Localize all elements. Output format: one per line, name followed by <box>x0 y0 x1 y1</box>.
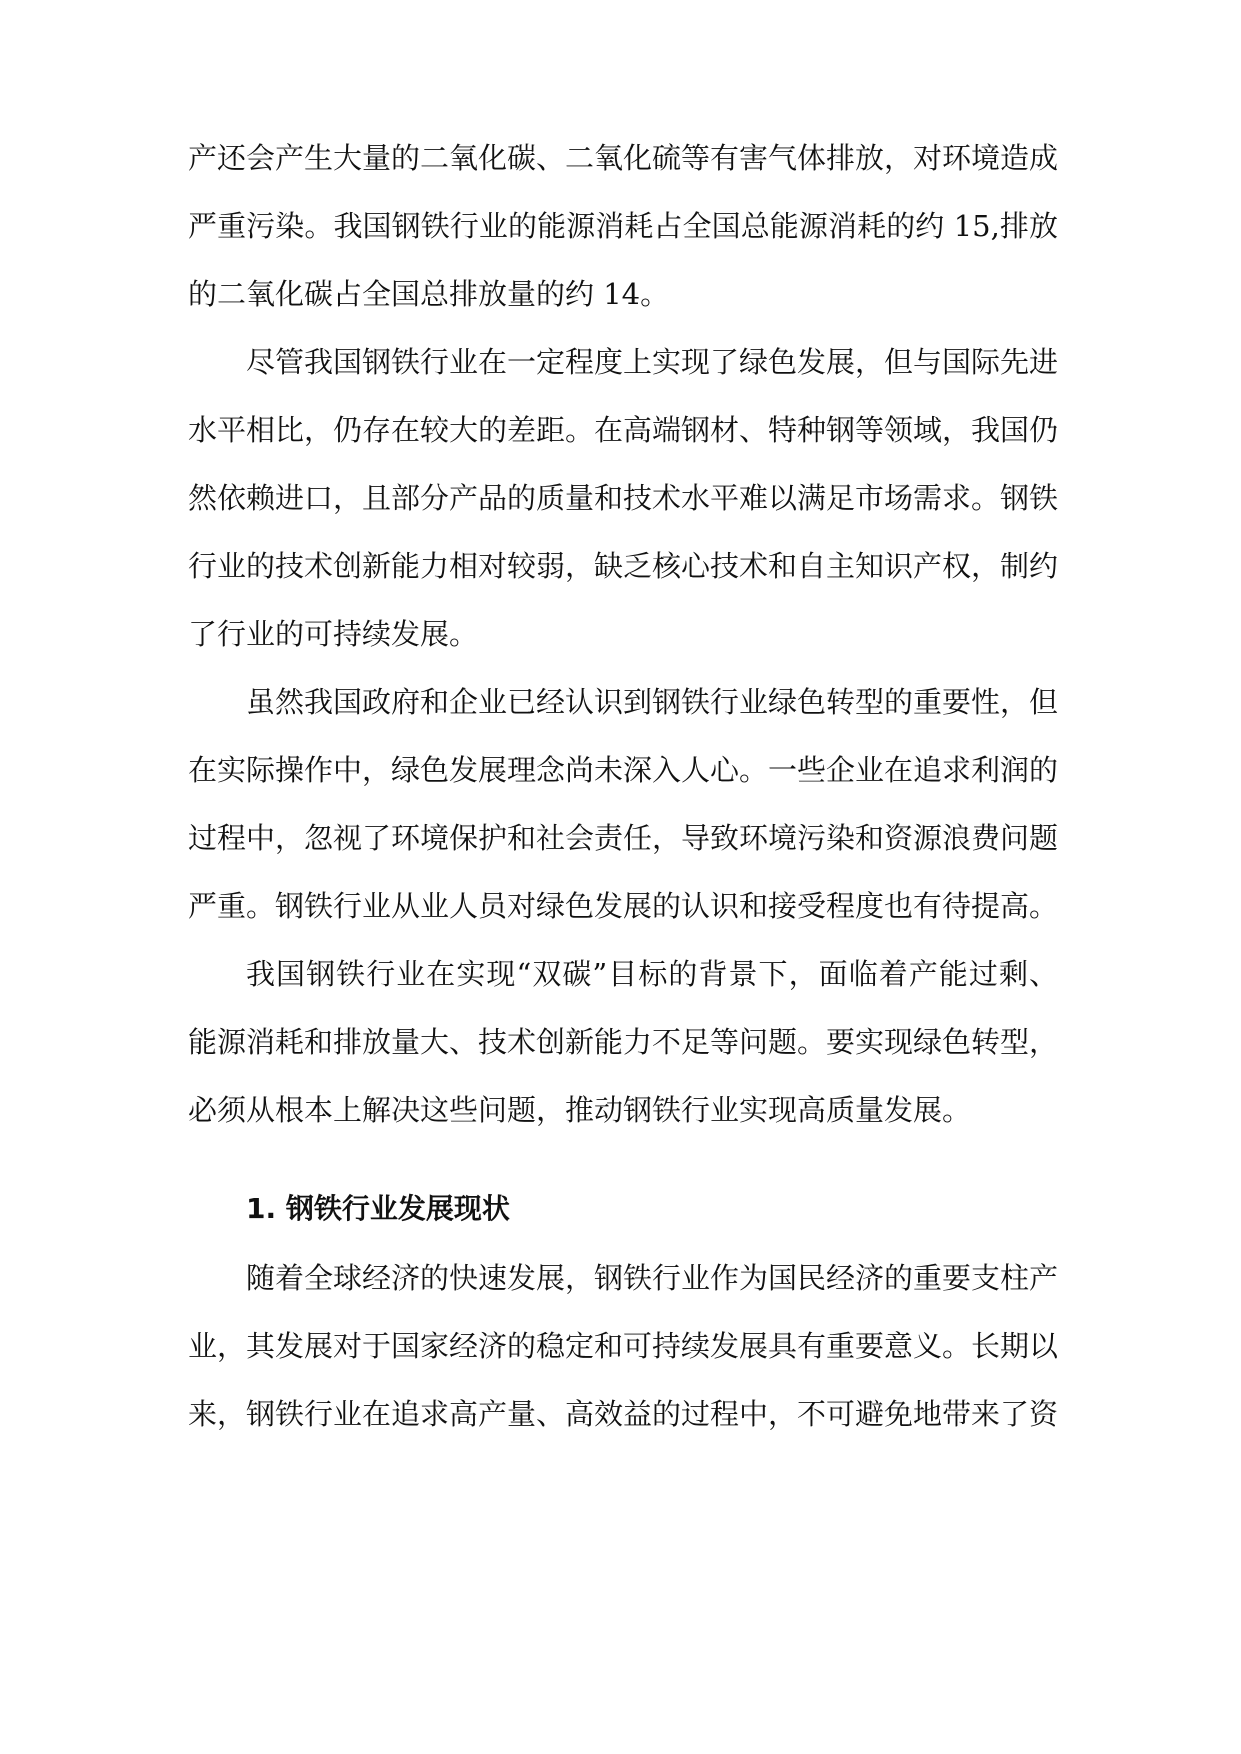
text-line: 水平相比，仍存在较大的差距。在高端钢材、特种钢等领域，我国仍 <box>188 413 1059 447</box>
text-line: 严重。钢铁行业从业人员对绿色发展的认识和接受程度也有待提高。 <box>188 889 1059 923</box>
text-line: 过程中，忽视了环境保护和社会责任，导致环境污染和资源浪费问题 <box>188 821 1059 855</box>
text-line: 然依赖进口，且部分产品的质量和技术水平难以满足市场需求。钢铁 <box>188 481 1059 515</box>
section-heading: 1. 钢铁行业发展现状 <box>246 1192 510 1225</box>
text-line: 了行业的可持续发展。 <box>188 617 479 651</box>
text-line: 我国钢铁行业在实现“双碳”目标的背景下，面临着产能过剩、 <box>246 957 1058 991</box>
text-line: 的二氧化碳占全国总排放量的约 14。 <box>188 277 670 311</box>
text-line: 业，其发展对于国家经济的稳定和可持续发展具有重要意义。长期以 <box>188 1329 1059 1363</box>
text-line: 产还会产生大量的二氧化碳、二氧化硫等有害气体排放，对环境造成 <box>188 141 1059 175</box>
text-line: 来，钢铁行业在追求高产量、高效益的过程中，不可避免地带来了资 <box>188 1397 1059 1431</box>
text-line: 能源消耗和排放量大、技术创新能力不足等问题。要实现绿色转型， <box>188 1025 1059 1059</box>
text-line: 严重污染。我国钢铁行业的能源消耗占全国总能源消耗的约 15,排放 <box>188 209 1058 243</box>
text-line: 随着全球经济的快速发展，钢铁行业作为国民经济的重要支柱产 <box>246 1261 1059 1295</box>
text-line: 行业的技术创新能力相对较弱，缺乏核心技术和自主知识产权，制约 <box>188 549 1059 583</box>
text-line: 尽管我国钢铁行业在一定程度上实现了绿色发展，但与国际先进 <box>246 345 1059 379</box>
text-line: 必须从根本上解决这些问题，推动钢铁行业实现高质量发展。 <box>188 1093 972 1127</box>
text-line: 在实际操作中，绿色发展理念尚未深入人心。一些企业在追求利润的 <box>188 753 1059 787</box>
text-line: 虽然我国政府和企业已经认识到钢铁行业绿色转型的重要性，但 <box>246 685 1059 719</box>
